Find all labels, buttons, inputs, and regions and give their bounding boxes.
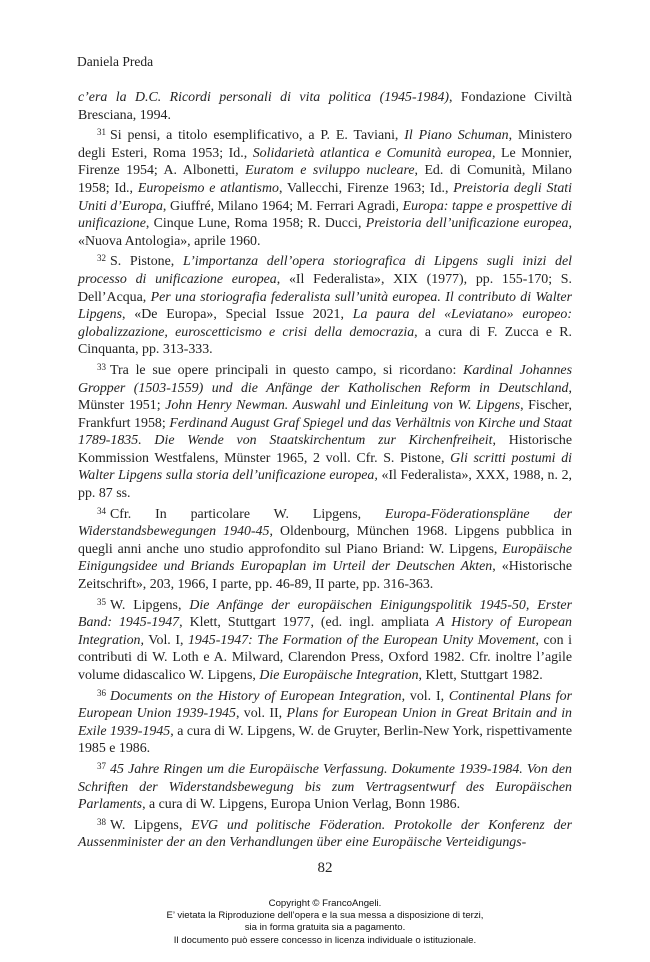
footnote-title-text: EVG und politische Föderation. Protokolle der Konferenz der Aussenminister der an den Verhandlungen über eine Europäische Verteidigungs-	[78, 817, 572, 851]
footnote-title-text: 45 Jahre Ringen um die Europäische Verfassung. Dokumente 1939-1984. Von den Schriften der Widerstandsbewegung bis zum Vertragsentwurf des Europäischen Parlaments	[78, 761, 572, 813]
footnote-31	[78, 124, 572, 250]
footnote-title-text: Die Europäische Integration	[259, 668, 419, 683]
footnote-text: , «Nuova Antologia», aprile 1960.	[78, 216, 572, 249]
copyright-notice	[0, 898, 650, 947]
footnote-text: , Klett, Stuttgart 1982.	[418, 668, 543, 683]
footnote-text: , «De Europa», Special Issue 2021,	[122, 307, 353, 323]
footnote-title-text: Euratom e sviluppo nucleare	[245, 163, 415, 179]
footnote-text: «Il Federalista», XXX, 1988, n. 2, pp. 87 ss.	[78, 468, 572, 502]
footnote-number: 37	[97, 760, 106, 771]
footnote-number: 35	[97, 596, 106, 607]
footnote-33	[78, 359, 572, 503]
footnote-title-text: Preistoria degli Stati Uniti d’Europa	[78, 180, 573, 214]
running-header-author: Daniela Preda	[77, 54, 154, 69]
footnote-text: , a cura di W. Lipgens, W. de Gruyter, Berlin-New York, rispettivamente 1985 e 1986.	[78, 723, 572, 757]
footnote-title-text: Gli scritti postumi di Walter Lipgens sulla storia dell’unificazione europea,	[78, 450, 572, 484]
footnote-text: , vol. I,	[401, 688, 449, 704]
footnote-37	[78, 758, 572, 814]
footnote-text: Si pensi, a titolo esemplificativo, a P. E. Taviani,	[110, 128, 405, 144]
footnote-36	[78, 685, 572, 758]
footnote-number: 31	[97, 127, 106, 138]
footnote-35	[78, 594, 572, 685]
footnote-text: , Ministero degli Esteri, Roma 1953; Id.,	[78, 128, 572, 161]
footnote-number: 33	[97, 361, 106, 372]
copyright-line: Il documento può essere concesso in licenza individuale o istituzionale.	[173, 934, 477, 946]
footnote-title-text: Per una storiografia federalista sull’unità europea. Il contributo di Walter Lipgens	[78, 289, 572, 323]
footnote-title-text: John Henry Newman. Auswahl und Einleitung von W. Lipgens	[165, 398, 521, 414]
footnote-text: , Ed. di Comunità, Milano 1958; Id.,	[78, 163, 572, 196]
footnote-text: , a cura di F. Zucca e R. Cinquanta, pp. 313-333.	[78, 324, 572, 358]
footnote-text: , Le Monnier, Firenze 1954; A. Albonetti,	[78, 145, 572, 179]
footnote-text: , Vallecchi, Firenze 1963; Id.,	[278, 180, 454, 196]
copyright-line: sia in forma gratuita sia a pagamento.	[244, 922, 406, 934]
footnote-title-text: Solidarietà atlantica e Comunità europea	[252, 145, 493, 161]
footnote-title-text: 1945-1947: The Formation of the European Unity Movement	[187, 632, 536, 648]
footnote-title-text: Continental Plans for European Union 1939-1945	[78, 688, 572, 722]
footnote-text: , Fondazione Civiltà Bresciana, 1994.	[78, 90, 572, 123]
footnote-number: 34	[97, 505, 106, 516]
footnote-text: , «Il Federalista», XIX (1977), pp. 155-170; S. Dell’Acqua,	[78, 271, 572, 305]
footnote-title-text: c’era la D.C. Ricordi personali di vita politica (1945-1984)	[78, 90, 450, 105]
footnote-text: , Oldenbourg, München 1968. Lipgens pubblica in quegli anni anche uno studio approfondito sul Piano Briand: W. Lipgens,	[78, 524, 572, 557]
page-number: 82	[317, 860, 333, 876]
footnote-text: W. Lipgens,	[110, 597, 190, 613]
footnote-32	[78, 250, 572, 359]
footnote-text: Vol. I,	[143, 632, 188, 648]
footnote-text: , Klett, Stuttgart 1977, (ed. ingl. ampliata	[179, 615, 437, 631]
footnote-text: , Giuffré, Milano 1964; M. Ferrari Agradi,	[162, 198, 403, 214]
footnote-title-text: Europäische Einigungsidee und Briands Europaplan im Urteil der Deutschen Akten	[78, 541, 572, 575]
footnote-title-text: A History of European Integration,	[78, 615, 572, 648]
footnote-number: 36	[97, 687, 106, 698]
footnote-title-text: La paura del «Leviatano» europeo: globalizzazione, euroscetticismo e crisi della democrazia	[78, 307, 573, 340]
footnote-text: , vol. II,	[235, 706, 287, 722]
footnote-title-text: Documents on the History of European Integration	[110, 688, 402, 704]
footnote-text: , Cinque Lune, Roma 1958; R. Ducci,	[145, 216, 366, 232]
footnote-number: 32	[97, 253, 106, 264]
footnote-number: 38	[97, 816, 106, 827]
footnote-title-text: Europeismo e atlantismo	[137, 180, 279, 196]
footnote-title-text: L’importanza dell’opera storiografica di Lipgens sugli inizi del processo di unificazione europea	[78, 254, 572, 287]
footnote-title-text: Die Anfänge der europäischen Einigungspolitik 1945-50, Erster Band: 1945-1947	[78, 597, 572, 631]
footnote-title-text: Europa: tappe e prospettive di unificazione	[78, 198, 572, 232]
footnote-text: , Münster 1951;	[78, 380, 572, 414]
footnote-title-text: Ferdinand August Graf Spiegel und das Verhältnis von Kirche und Staat 1789-1835. Die Wende von Staatskirchentum zur Kirchenfreiheit	[78, 415, 572, 449]
footnote-title-text: Il Piano Schuman	[404, 128, 509, 144]
footnote-text: Cfr. In particolare W. Lipgens,	[110, 506, 386, 522]
footnote-text: W. Lipgens,	[110, 817, 192, 833]
footnote-text: Tra le sue opere principali in questo campo, si ricordano:	[110, 362, 464, 378]
footnote-text: S. Pistone,	[110, 254, 183, 270]
footnote-title-text: Plans for European Union in Great Britain and in Exile 1939-1945	[78, 706, 572, 739]
footnote-text: , Historische Kommission Westfalens, Münster 1965, 2 voll. Cfr. S. Pistone,	[78, 433, 573, 466]
footnote-text: , con i contributi di W. Loth e A. Milward, Clarendon Press, Oxford 1982. Cfr. inoltre l’agile volume didascalico W. Lipgens,	[78, 632, 572, 683]
footnote-title-text: Kardinal Johannes Gropper (1503-1559) und die Anfänge der Katholischen Reform in Deutschland	[78, 362, 572, 396]
footnote-continuation	[78, 89, 572, 124]
footnote-title-text: Preistoria dell’unificazione europea	[365, 216, 569, 232]
footnotes-block	[78, 89, 572, 852]
footnote-34	[78, 503, 572, 594]
copyright-line: Copyright © FrancoAngeli.	[268, 898, 382, 909]
footnote-text: , Fischer, Frankfurt 1958;	[78, 398, 572, 431]
copyright-line: E’ vietata la Riproduzione dell’opera e la sua messa a disposizione di terzi,	[166, 910, 484, 922]
footnote-title-text: Europa-Föderationspläne der Widerstandsbewegungen 1940-45	[78, 506, 572, 540]
footnote-text: , «Historische Zeitschrift», 203, 1966, I parte, pp. 46-89, II parte, pp. 316-363.	[78, 559, 572, 593]
footnote-text: , a cura di W. Lipgens, Europa Union Verlag, Bonn 1986.	[142, 797, 461, 813]
footnote-38	[78, 814, 572, 852]
